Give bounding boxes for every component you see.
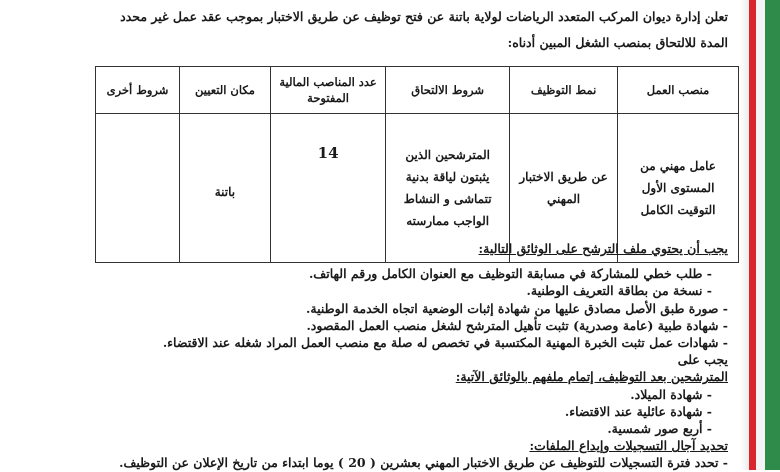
docs-item-2: - نسخة من بطاقة التعريف الوطنية. <box>526 283 712 299</box>
cell-post: عامل مهني من المستوى الأول التوقيت الكامل <box>618 114 739 263</box>
flag-border-green <box>765 0 780 470</box>
header-other: شروط أخرى <box>96 67 180 114</box>
docs-item-4: - شهادة طبية (عامة وصدرية) تثبت تأهيل المترشح لشغل منصب العمل المقصود. <box>306 317 728 333</box>
docs-item-5: - شهادات عمل تثبت الخبرة المهنية المكتسبة في تخصص له صلة مع منصب العمل المراد شغله عند الاقتضاء. <box>162 335 728 351</box>
announcement-intro <box>38 4 728 56</box>
intro-line-1: تعلن إدارة ديوان المركب المتعدد الرياضات لولاية باتنة عن فتح توظيف عن طريق الاختبار بموجب عقد عمل غير محدد <box>120 9 728 24</box>
deadline-heading: تحديد آجال التسجيلات وإيداع الملفات: <box>529 438 728 454</box>
cell-mode: عن طريق الاختبار المهني <box>510 114 618 263</box>
header-mode: نمط التوظيف <box>510 67 618 114</box>
after-heading: المترشحين بعد التوظيف، إتمام ملفهم بالوثائق الآتية: <box>455 369 728 385</box>
cell-count: 14 <box>270 114 385 263</box>
docs-item-3: - صورة طبق الأصل مصادق عليها من شهادة إثبات الوضعية اتجاه الخدمة الوطنية. <box>306 300 728 316</box>
requirements-section <box>78 240 728 472</box>
header-place: مكان التعيين <box>179 67 270 114</box>
after-item-3: - أربع صور شمسية. <box>607 421 712 437</box>
docs-heading: يجب أن يحتوي ملف الترشح على الوثائق التالية: <box>478 241 728 256</box>
after-line-1: يجب على <box>677 352 728 368</box>
header-conditions: شروط الالتحاق <box>386 67 510 114</box>
header-count: عدد المناصب المالية المفتوحة <box>270 67 385 114</box>
cell-conditions: المترشحين الذين يثبتون لياقة بدنية تتماشى و النشاط الواجب ممارسته <box>386 114 510 263</box>
flag-border-white <box>756 0 765 470</box>
flag-border-red <box>749 0 756 470</box>
cell-place: باتنة <box>179 114 270 263</box>
jobs-table <box>95 66 739 263</box>
deadline-text: - تحدد فترة التسجيلات للتوظيف عن طريق الاختبار المهني بعشرين ( 20 ) يوما ابتداء من تاريخ الإعلان عن التوظيف. <box>119 455 728 471</box>
intro-line-2: المدة للالتحاق بمنصب الشغل المبين أدناه: <box>507 35 728 50</box>
after-item-1: - شهادة الميلاد. <box>630 386 712 402</box>
header-post: منصب العمل <box>618 67 739 114</box>
after-item-2: - شهادة عائلية عند الاقتضاء. <box>564 403 712 419</box>
border-shadow <box>740 0 749 470</box>
docs-item-1: - طلب خطي للمشاركة في مسابقة التوظيف مع العنوان الكامل ورقم الهاتف. <box>308 266 712 282</box>
table-header-row <box>96 67 739 114</box>
